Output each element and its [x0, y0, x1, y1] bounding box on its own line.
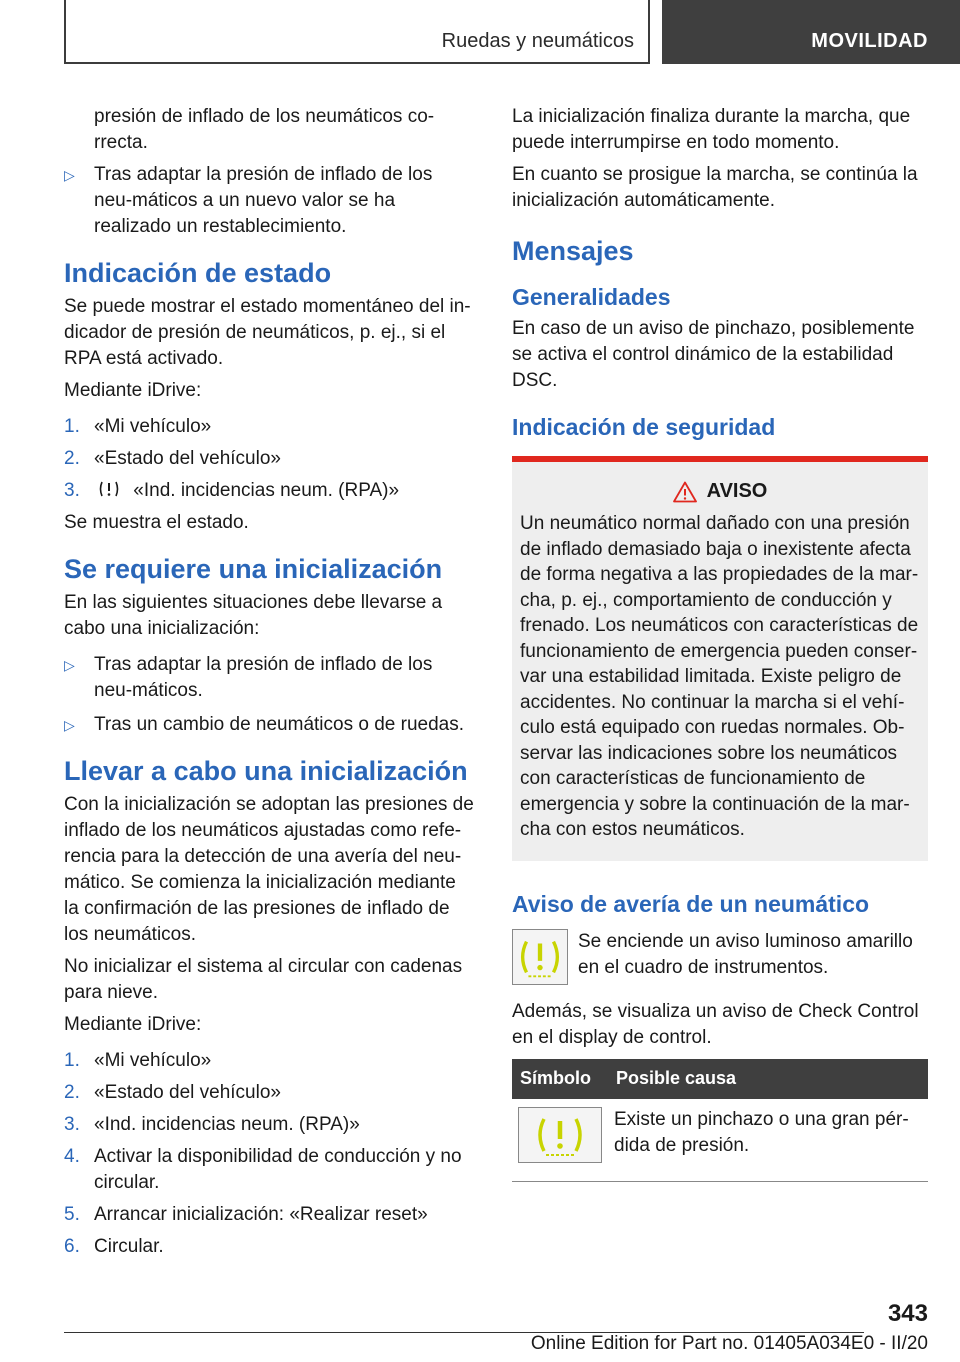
list-item: [64, 162, 474, 240]
triangle-bullet-icon: ▷: [64, 167, 75, 183]
paragraph-llevar: Con la inicialización se adoptan las presiones de inflado de los neumáticos ajustadas como refe‐rencia para la detección de una avería del neu‐mático. Se comienza la inicialización mediante la confirmación de las presiones de inflado de los neumáticos.: [64, 794, 474, 945]
step-number: 1.: [64, 416, 80, 437]
indicator-text: Se enciende un aviso luminoso amarillo en el cuadro de instrumentos.: [578, 930, 913, 978]
paragraph-se-muestra: Se muestra el estado.: [64, 512, 249, 533]
tire-pressure-warning-icon: [512, 929, 568, 985]
step-text: Arrancar inicialización: «Realizar reset»: [94, 1204, 428, 1225]
triangle-bullet-icon: ▷: [64, 657, 75, 673]
mediante-idrive-label: Mediante iDrive:: [64, 380, 202, 401]
tire-pressure-icon: [98, 479, 120, 499]
table-row: [512, 1099, 928, 1182]
list-item: [64, 446, 474, 472]
list-item: [64, 414, 474, 440]
indicator-row: [512, 929, 928, 985]
step-number: 6.: [64, 1236, 80, 1257]
paragraph-requiere: En las siguientes situaciones debe llevarse a cabo una inicialización:: [64, 592, 443, 639]
footer-edition: Online Edition for Part no. 01405A034E0 - II/20: [530, 1333, 928, 1354]
step-number: 2.: [64, 1082, 80, 1103]
continued-text: presión de inflado de los neumáticos co‐rrecta.: [94, 106, 435, 153]
step-number: 5.: [64, 1204, 80, 1225]
table-cell-cause: Existe un pinchazo o una gran pér‐dida de presión.: [608, 1099, 928, 1182]
mediante-idrive-label: Mediante iDrive:: [64, 1014, 202, 1035]
header-section-tab: [64, 0, 650, 64]
heading-llevar-a-cabo: Llevar a cabo una inicialización: [64, 756, 468, 786]
step-number: 3.: [64, 480, 80, 501]
step-number: 4.: [64, 1146, 80, 1167]
step-text: «Ind. incidencias neum. (RPA)»: [94, 1114, 360, 1135]
table-cell-symbol: [512, 1099, 608, 1182]
step-number: 1.: [64, 1050, 80, 1071]
step-text: «Ind. incidencias neum. (RPA)»: [133, 480, 400, 501]
right-column: [512, 104, 928, 1182]
step-number: 3.: [64, 1114, 80, 1135]
bullet-text: Tras adaptar la presión de inflado de los neu‐máticos.: [94, 654, 433, 701]
step-text: «Estado del vehículo»: [94, 448, 281, 469]
list-item: [64, 1048, 474, 1074]
warning-text: Un neumático normal dañado con una presión de inflado demasiado baja o inexistente afecta de forma negativa a las propiedades de la mar‐cha, p. ej., comportamiento de conducción y frenado. Los neumáticos con características de funcionamiento de emergencia pueden conser‐var una estabilidad limitada. Existe peligro de accidentes. No continuar la marcha si el vehí‐culo está equipado con ruedas normales. Ob‐servar las indicaciones sobre los neumáticos con características de funcionamiento de emergencia y sobre la continuación de la mar‐cha con estos neumáticos.: [520, 513, 919, 840]
heading-indicacion-estado: Indicación de estado: [64, 258, 332, 288]
heading-aviso-averia: Aviso de avería de un neumático: [512, 890, 870, 917]
table-header-symbol: Símbolo: [512, 1059, 608, 1099]
list-item: [64, 1112, 474, 1138]
step-text: Circular.: [94, 1236, 164, 1257]
bullet-text: Tras un cambio de neumáticos o de ruedas.: [94, 714, 464, 735]
heading-generalidades: Generalidades: [512, 284, 671, 310]
step-text: «Mi vehículo»: [94, 416, 212, 437]
paragraph-estado: Se puede mostrar el estado momentáneo del in‐dicador de presión de neumáticos, p. ej., si el RPA está activado.: [64, 296, 471, 369]
step-text: «Estado del vehículo»: [94, 1082, 281, 1103]
triangle-bullet-icon: ▷: [64, 717, 75, 733]
header-section-title: Ruedas y neumáticos: [441, 30, 634, 52]
warning-title: [520, 480, 920, 503]
symbol-table: [512, 1059, 928, 1182]
warning-triangle-icon: [673, 481, 697, 503]
list-item: [64, 652, 474, 704]
paragraph-generalidades: En caso de un aviso de pinchazo, posiblemente se activa el control dinámico de la estabilidad DSC.: [512, 318, 915, 391]
list-item: [64, 1234, 474, 1260]
header-chapter-tab: [662, 0, 960, 64]
heading-mensajes: Mensajes: [512, 236, 634, 266]
header-chapter-title: MOVILIDAD: [811, 30, 928, 52]
paragraph-finaliza: La inicialización finaliza durante la marcha, que puede interrumpirse en todo momento.: [512, 106, 911, 153]
tire-pressure-warning-icon: [518, 1107, 602, 1163]
paragraph-check-control: Además, se visualiza un aviso de Check Control en el display de control.: [512, 1000, 919, 1048]
page-number: 343: [887, 1300, 928, 1327]
list-item: [64, 478, 474, 504]
warning-title-text: AVISO: [706, 480, 768, 502]
list-item: [64, 1144, 474, 1196]
heading-se-requiere: Se requiere una inicialización: [64, 554, 443, 584]
heading-indicacion-seguridad: Indicación de seguridad: [512, 414, 776, 440]
step-text: Activar la disponibilidad de conducción y no circular.: [94, 1146, 462, 1193]
paragraph-nieve: No inicializar el sistema al circular con cadenas para nieve.: [64, 956, 463, 1003]
paragraph-prosigue: En cuanto se prosigue la marcha, se continúa la inicialización automáticamente.: [512, 164, 918, 211]
step-number: 2.: [64, 448, 80, 469]
left-column: [64, 104, 474, 1266]
list-item: [64, 1202, 474, 1228]
bullet-text: Tras adaptar la presión de inflado de los neu‐máticos a un nuevo valor se ha realizado un restablecimiento.: [94, 164, 433, 237]
warning-box: [512, 462, 928, 861]
list-item: [64, 712, 474, 738]
step-text: «Mi vehículo»: [94, 1050, 212, 1071]
list-item: [64, 1080, 474, 1106]
table-header-cause: Posible causa: [608, 1059, 928, 1099]
